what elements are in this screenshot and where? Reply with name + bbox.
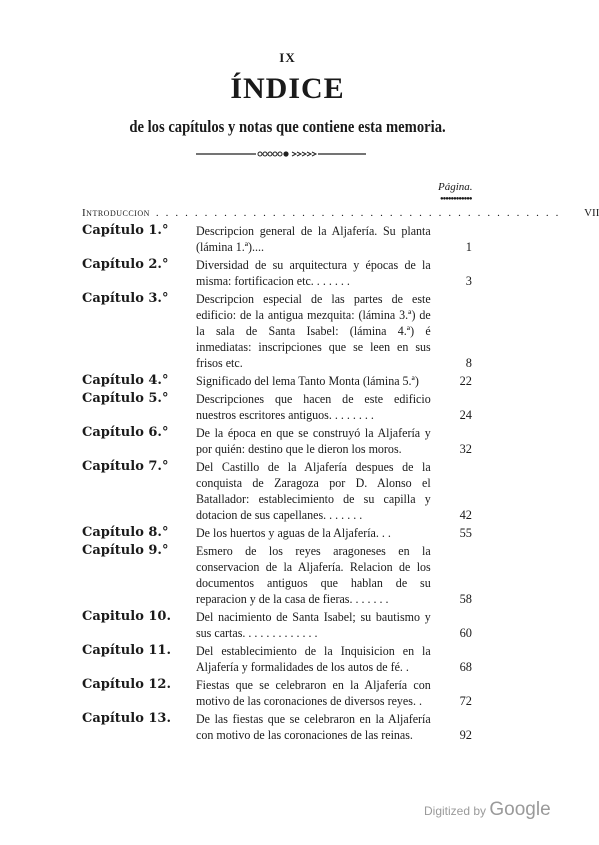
chapter-page-number: 58 [459, 592, 472, 606]
toc-row-chapter-7 [82, 459, 472, 523]
chapter-label: Capítulo 13. [82, 711, 172, 726]
toc-row-chapter-9 [82, 543, 472, 607]
chapter-description: De las fiestas que se celebraron en la Aljafería con motivo de las coronaciones de las reinas. [196, 712, 431, 742]
toc-row-chapter-2 [82, 257, 472, 289]
toc-row-chapter-10 [82, 609, 472, 641]
toc-row-chapter-8 [82, 525, 472, 541]
page-number: IX [279, 50, 296, 65]
chapter-page-number: 60 [459, 626, 472, 640]
chapter-label: Capítulo 2.° [82, 257, 169, 272]
toc-row-chapter-1 [82, 223, 472, 255]
chapter-description: Fiestas que se celebraron en la Aljafería con motivo de las coronaciones de diversos reyes. . [196, 678, 431, 708]
intro-page: VII [584, 207, 599, 219]
chapter-label: Capítulo 9.° [82, 543, 169, 558]
chapter-label: Capítulo 7.° [82, 459, 169, 474]
chapter-label: Capítulo 5.° [82, 391, 169, 406]
chapter-page-number: 32 [459, 442, 472, 456]
chapter-label: Capítulo 6.° [82, 425, 169, 440]
chapter-page-number: 24 [459, 408, 472, 422]
column-header-pagina: Página. [438, 181, 473, 193]
chapter-page-number: 8 [465, 356, 472, 370]
table-of-contents [82, 205, 599, 745]
chapter-page-number: 42 [459, 508, 472, 522]
page-title: ÍNDICE [230, 72, 345, 105]
chapter-page-number: 68 [459, 660, 472, 674]
digitized-by-google-watermark: Digitized by Google [424, 799, 551, 820]
toc-row-chapter-3 [82, 291, 472, 371]
chapter-description: De la época en que se construyó la Aljafería y por quién: destino que le dieron los moros. [196, 426, 431, 456]
toc-row-chapter-6 [82, 425, 472, 457]
toc-row-introduccion [82, 205, 599, 221]
chapter-label: Capítulo 8.° [82, 525, 169, 540]
chapter-page-number: 72 [459, 694, 472, 708]
chapter-label: Capítulo 1.° [82, 223, 169, 238]
chapter-label: Capítulo 11. [82, 643, 172, 658]
chapter-description: Del Castillo de la Aljafería despues de la conquista de Zaragoza por D. Alonso el Batallador: establecimiento de su capilla y dotacion de sus capellanes. . . . . . . [196, 460, 431, 522]
decorative-rule-ornament [196, 151, 366, 157]
column-header-ornament: ●●●●●●●●●●●● [440, 196, 472, 202]
toc-row-chapter-12 [82, 677, 472, 709]
toc-row-chapter-4 [82, 373, 472, 389]
chapter-label: Capítulo 4.° [82, 373, 169, 388]
chapter-description: Descripcion especial de las partes de este edificio: de la antigua mezquita: (lámina 3.ª) de la sala de Santa Isabel: (lámina 4.ª) é inmediatas: inscripciones que se leen en sus frisos etc. [196, 292, 431, 370]
chapter-page-number: 92 [459, 728, 472, 742]
leader-dots: .......................................... [155, 207, 566, 219]
chapter-description: Del nacimiento de Santa Isabel; su bautismo y sus cartas. . . . . . . . . . . . . [196, 610, 431, 640]
chapter-description: Descripcion general de la Aljafería. Su planta (lámina 1.ª).... [196, 224, 431, 254]
chapter-page-number: 22 [459, 374, 472, 388]
toc-row-chapter-11 [82, 643, 472, 675]
toc-row-chapter-5 [82, 391, 472, 423]
chapter-description: Descripciones que hacen de este edificio nuestros escritores antiguos. . . . . . . . [196, 392, 431, 422]
intro-label: Introduccion [82, 207, 150, 219]
chapter-description: Significado del lema Tanto Monta (lámina 5.ª) [196, 374, 419, 388]
chapter-label: Capitulo 10. [82, 609, 172, 624]
chapter-label: Capítulo 3.° [82, 291, 169, 306]
page-subtitle: de los capítulos y notas que contiene esta memoria. [129, 117, 446, 136]
toc-row-chapter-13 [82, 711, 472, 743]
chapter-description: Diversidad de su arquitectura y épocas de la misma: fortificacion etc. . . . . . . [196, 258, 431, 288]
chapter-description: De los huertos y aguas de la Aljafería. . . [196, 526, 391, 540]
chapter-description: Del establecimiento de la Inquisicion en la Aljafería y formalidades de los autos de fé. . [196, 644, 431, 674]
chapter-description: Esmero de los reyes aragoneses en la conservacion de la Aljafería. Relacion de los documentos antiguos que hablan de su reparacion y de la casa de fieras. . . . . . . [196, 544, 431, 606]
chapter-page-number: 55 [459, 526, 472, 540]
chapter-page-number: 3 [465, 274, 472, 288]
chapter-label: Capítulo 12. [82, 677, 172, 692]
chapter-page-number: 1 [465, 240, 472, 254]
